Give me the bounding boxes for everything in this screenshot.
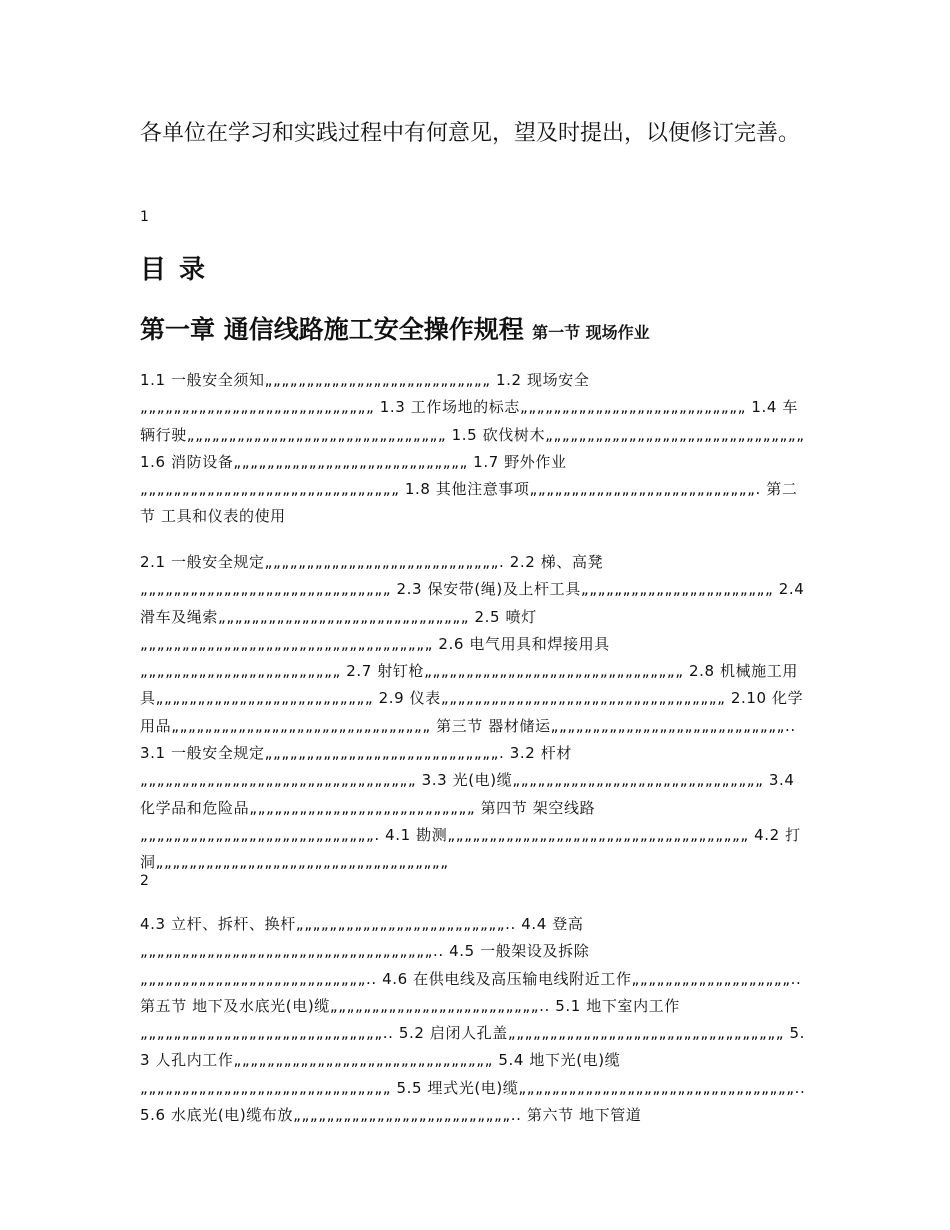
toc-block: 2.1 一般安全规定„„„„„„„„„„„„„„„„„„„„„„„„„„„„. 2.2 梯、高凳„„„„„„„„„„„„„„„„„„„„„„„„„„„„„„ 2.3 保安带(绳)及上杆工具„„„„„„„„„„„„„„„„„„„„„„„ 2.4 滑车及绳索„„„„„„„„„„„„„„„„„„„„„„„„„„„„„„ 2.5 喷灯„„„„„„„„„„„„„„„„„„„„„„„„„„„„„„„„„„„ 2.6 电气用具和焊接用具„„„„„„„„„„„„„„„„„„„„„„„„ 2.7 射钉枪„„„„„„„„„„„„„„„„„„„„„„„„„„„„„„„ 2.8 机械施工用具„„„„„„„„„„„„„„„„„„„„„„„„„„ 2.9 仪表„„„„„„„„„„„„„„„„„„„„„„„„„„„„„„„„„„ 2.10 化学用品„„„„„„„„„„„„„„„„„„„„„„„„„„„„„„„ 第三节 器材储运„„„„„„„„„„„„„„„„„„„„„„„„„„„„.. 3.1 一般安全规定„„„„„„„„„„„„„„„„„„„„„„„„„„„„. 3.2 杆材„„„„„„„„„„„„„„„„„„„„„„„„„„„„„„„„„ 3.3 光(电)缆„„„„„„„„„„„„„„„„„„„„„„„„„„„„„„ 3.4 化学品和危险品„„„„„„„„„„„„„„„„„„„„„„„„„„„ 第四节 架空线路„„„„„„„„„„„„„„„„„„„„„„„„„„„„. 4.1 勘测„„„„„„„„„„„„„„„„„„„„„„„„„„„„„„„„„„„„ 4.2 打洞„„„„„„„„„„„„„„„„„„„„„„„„„„„„„„„„„„„ xyxy=(140,553,805,872)
intro-paragraph: 各单位在学习和实践过程中有何意见，望及时提出，以便修订完善。 xyxy=(140,121,801,146)
page-number: 1 xyxy=(140,209,149,225)
section-heading: 第一节 现场作业 xyxy=(532,323,650,342)
toc-title: 目 录 xyxy=(140,255,208,285)
chapter-heading xyxy=(140,312,840,351)
page-number: 2 xyxy=(140,873,149,889)
toc-block: 1.1 一般安全须知„„„„„„„„„„„„„„„„„„„„„„„„„„„ 1.2 现场安全„„„„„„„„„„„„„„„„„„„„„„„„„„„„ 1.3 工作场地的标志„„„„„„„„„„„„„„„„„„„„„„„„„„„ 1.4 车辆行驶„„„„„„„„„„„„„„„„„„„„„„„„„„„„„„„ 1.5 砍伐树木„„„„„„„„„„„„„„„„„„„„„„„„„„„„„„„ 1.6 消防设备„„„„„„„„„„„„„„„„„„„„„„„„„„„„ 1.7 野外作业„„„„„„„„„„„„„„„„„„„„„„„„„„„„„„„ 1.8 其他注意事项„„„„„„„„„„„„„„„„„„„„„„„„„„„. 第二节 工具和仪表的使用 xyxy=(140,371,805,526)
chapter-title: 第一章 通信线路施工安全操作规程 xyxy=(140,315,524,344)
toc-block: 4.3 立杆、拆杆、换杆„„„„„„„„„„„„„„„„„„„„„„„„„.. 4.4 登高„„„„„„„„„„„„„„„„„„„„„„„„„„„„„„„„„„„.. 4.5 一般架设及拆除„„„„„„„„„„„„„„„„„„„„„„„„„„„.. 4.6 在供电线及高压输电线附近工作„„„„„„„„„„„„„„„„„„„.. 第五节 地下及水底光(电)缆„„„„„„„„„„„„„„„„„„„„„„„„„.. 5.1 地下室内工作„„„„„„„„„„„„„„„„„„„„„„„„„„„„„.. 5.2 启闭人孔盖„„„„„„„„„„„„„„„„„„„„„„„„„„„„„„„„„ 5.3 人孔内工作„„„„„„„„„„„„„„„„„„„„„„„„„„„„„„„ 5.4 地下光(电)缆„„„„„„„„„„„„„„„„„„„„„„„„„„„„„„ 5.5 埋式光(电)缆„„„„„„„„„„„„„„„„„„„„„„„„„„„„„„„„„.. 5.6 水底光(电)缆布放„„„„„„„„„„„„„„„„„„„„„„„„„„.. 第六节 地下管道 xyxy=(140,915,806,1125)
